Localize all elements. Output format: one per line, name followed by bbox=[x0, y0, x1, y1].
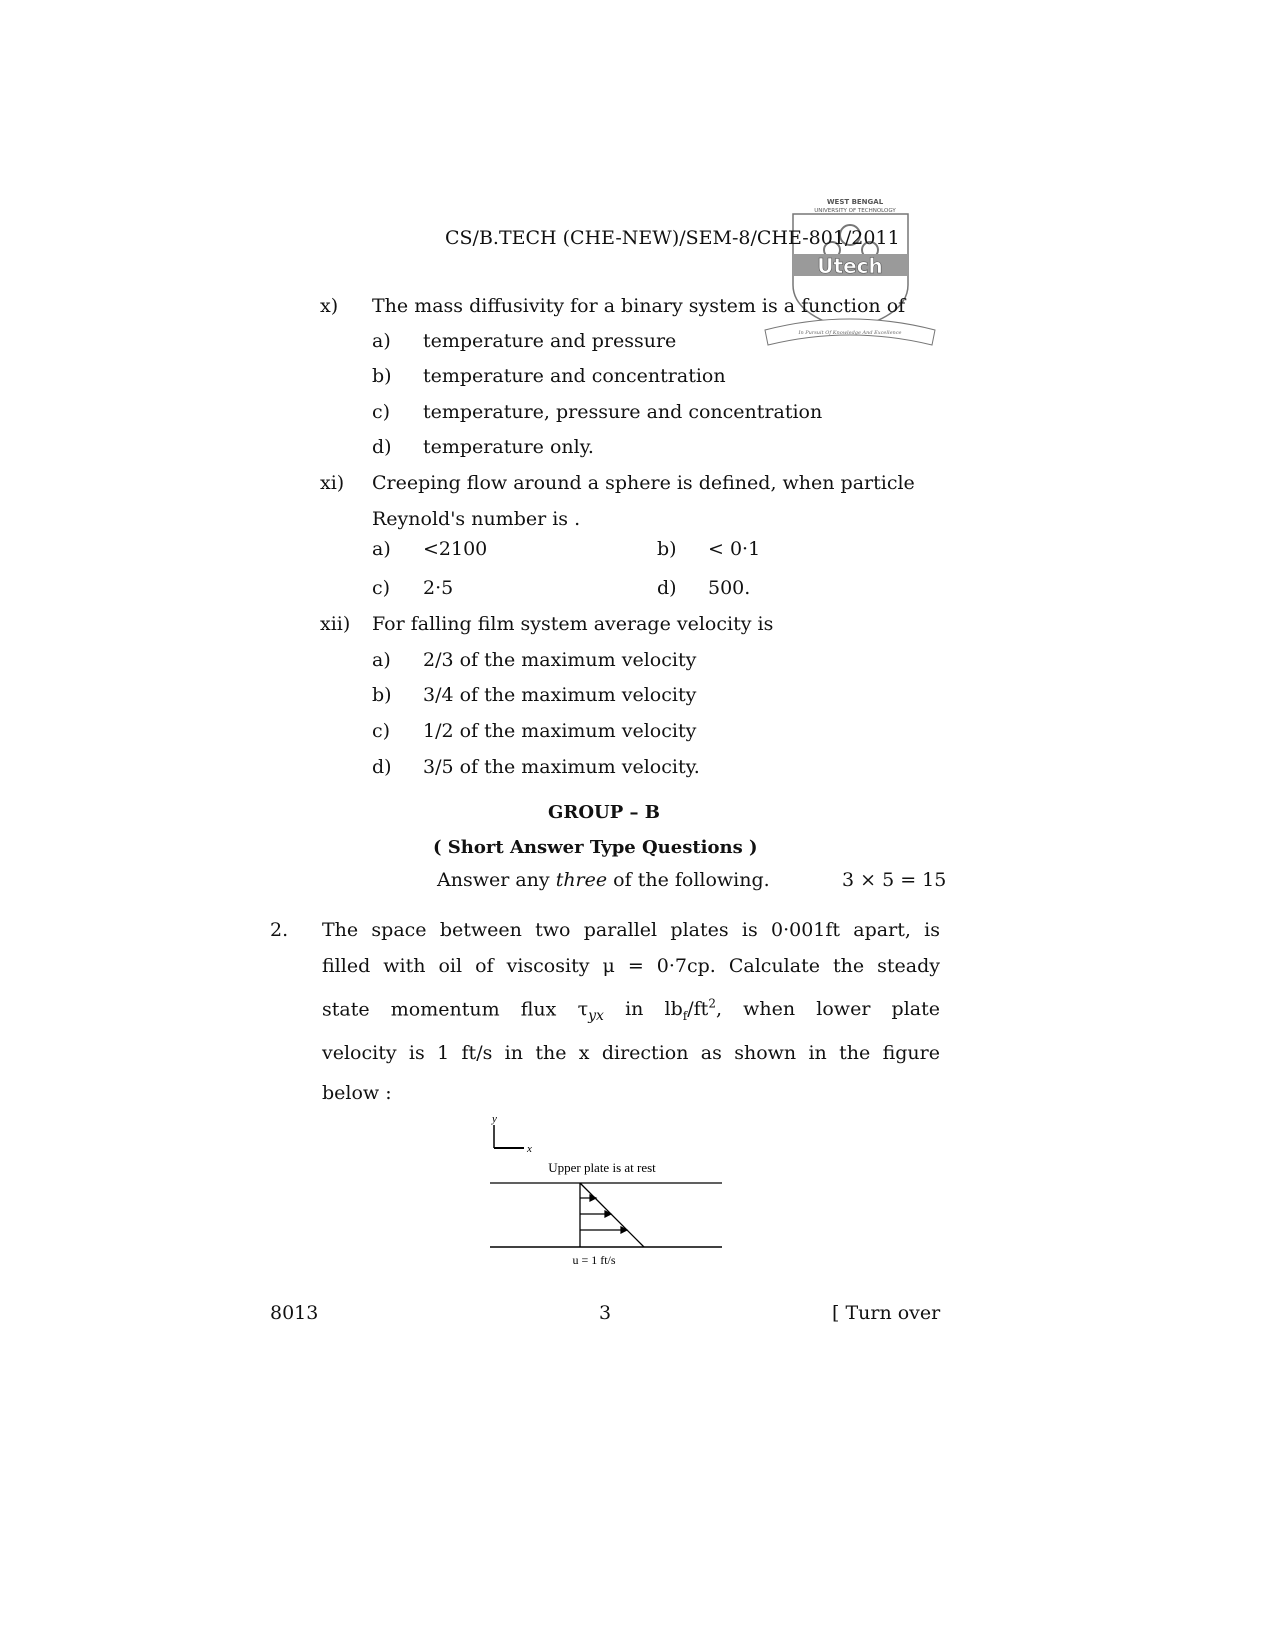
option-label: b) bbox=[657, 538, 677, 560]
option-label: a) bbox=[372, 649, 391, 671]
instr-em: three bbox=[555, 869, 608, 891]
option-label: d) bbox=[372, 756, 392, 778]
option-text: temperature and concentration bbox=[423, 365, 726, 387]
q2-line-4: velocity is 1 ft/s in the x direction as shown in the figure bbox=[322, 1042, 940, 1064]
option-label: c) bbox=[372, 577, 391, 599]
question-text: For falling film system average velocity is bbox=[372, 613, 774, 635]
option-text: 2·5 bbox=[423, 577, 454, 599]
option-label: a) bbox=[372, 330, 391, 352]
option-label: c) bbox=[372, 401, 391, 423]
option-label: b) bbox=[372, 365, 392, 387]
q2-line-2: filled with oil of viscosity μ = 0·7cp. Calculate the steady bbox=[322, 955, 940, 977]
option-text: 500. bbox=[708, 577, 751, 599]
logo-top-text: WEST BENGAL bbox=[826, 198, 884, 206]
axis-y-label: y bbox=[492, 1113, 497, 1125]
option-text: < 0·1 bbox=[708, 538, 761, 560]
q2-line-3 bbox=[322, 992, 940, 1028]
tau-yx: $\tau_{yx}$ bbox=[577, 998, 604, 1025]
instr-pre: Answer any bbox=[437, 869, 556, 891]
axis-x-label: x bbox=[527, 1143, 532, 1155]
q2-line-1: The space between two parallel plates is 0·001ft apart, is bbox=[322, 919, 940, 941]
group-instruction bbox=[437, 868, 770, 892]
option-label: d) bbox=[657, 577, 677, 599]
q2-line-5: below : bbox=[322, 1082, 392, 1104]
option-label: c) bbox=[372, 720, 391, 742]
header-code: CS/B.TECH (CHE-NEW)/SEM-8/CHE-801/2011 bbox=[445, 227, 900, 249]
group-subtitle: ( Short Answer Type Questions ) bbox=[433, 837, 758, 858]
instr-post: of the following. bbox=[607, 869, 770, 891]
question-number: x) bbox=[320, 295, 339, 317]
option-text: <2100 bbox=[423, 538, 488, 560]
option-text: temperature only. bbox=[423, 436, 594, 458]
turn-over: [ Turn over bbox=[832, 1302, 941, 1324]
option-label: a) bbox=[372, 538, 391, 560]
logo-sub-text: UNIVERSITY OF TECHNOLOGY bbox=[814, 208, 896, 214]
question-number: xii) bbox=[320, 613, 351, 635]
option-label: d) bbox=[372, 436, 392, 458]
upper-plate-label: Upper plate is at rest bbox=[548, 1160, 656, 1175]
parallel-plates-figure bbox=[480, 1105, 740, 1275]
question-number: xi) bbox=[320, 472, 345, 494]
option-text: 3/4 of the maximum velocity bbox=[423, 684, 697, 706]
logo-name: Utech bbox=[817, 254, 883, 278]
question-number: 2. bbox=[270, 919, 289, 941]
page-number: 3 bbox=[599, 1302, 612, 1324]
question-text: Creeping flow around a sphere is defined, when particle bbox=[372, 472, 915, 494]
group-title: GROUP – B bbox=[548, 802, 660, 823]
question-text-cont: Reynold's number is . bbox=[372, 508, 581, 530]
option-text: 1/2 of the maximum velocity bbox=[423, 720, 697, 742]
option-text: temperature, pressure and concentration bbox=[423, 401, 823, 423]
lbf-ft2: in $lb_f/ft^2$, when lower plate bbox=[625, 997, 941, 1024]
option-text: temperature and pressure bbox=[423, 330, 677, 352]
q2-l3a: state momentum flux bbox=[322, 998, 557, 1021]
lower-plate-velocity: u = 1 ft/s bbox=[572, 1253, 616, 1267]
velocity-profile bbox=[580, 1183, 644, 1247]
question-text: The mass diffusivity for a binary system is a function of bbox=[372, 295, 906, 317]
footer-code: 8013 bbox=[270, 1302, 319, 1324]
option-label: b) bbox=[372, 684, 392, 706]
group-marks: 3 × 5 = 15 bbox=[842, 869, 947, 891]
option-text: 2/3 of the maximum velocity bbox=[423, 649, 697, 671]
logo-motto: In Pursuit Of Knowledge And Excellence bbox=[798, 330, 902, 336]
university-logo bbox=[760, 190, 950, 355]
velocity-arrows bbox=[580, 1195, 627, 1233]
option-text: 3/5 of the maximum velocity. bbox=[423, 756, 700, 778]
